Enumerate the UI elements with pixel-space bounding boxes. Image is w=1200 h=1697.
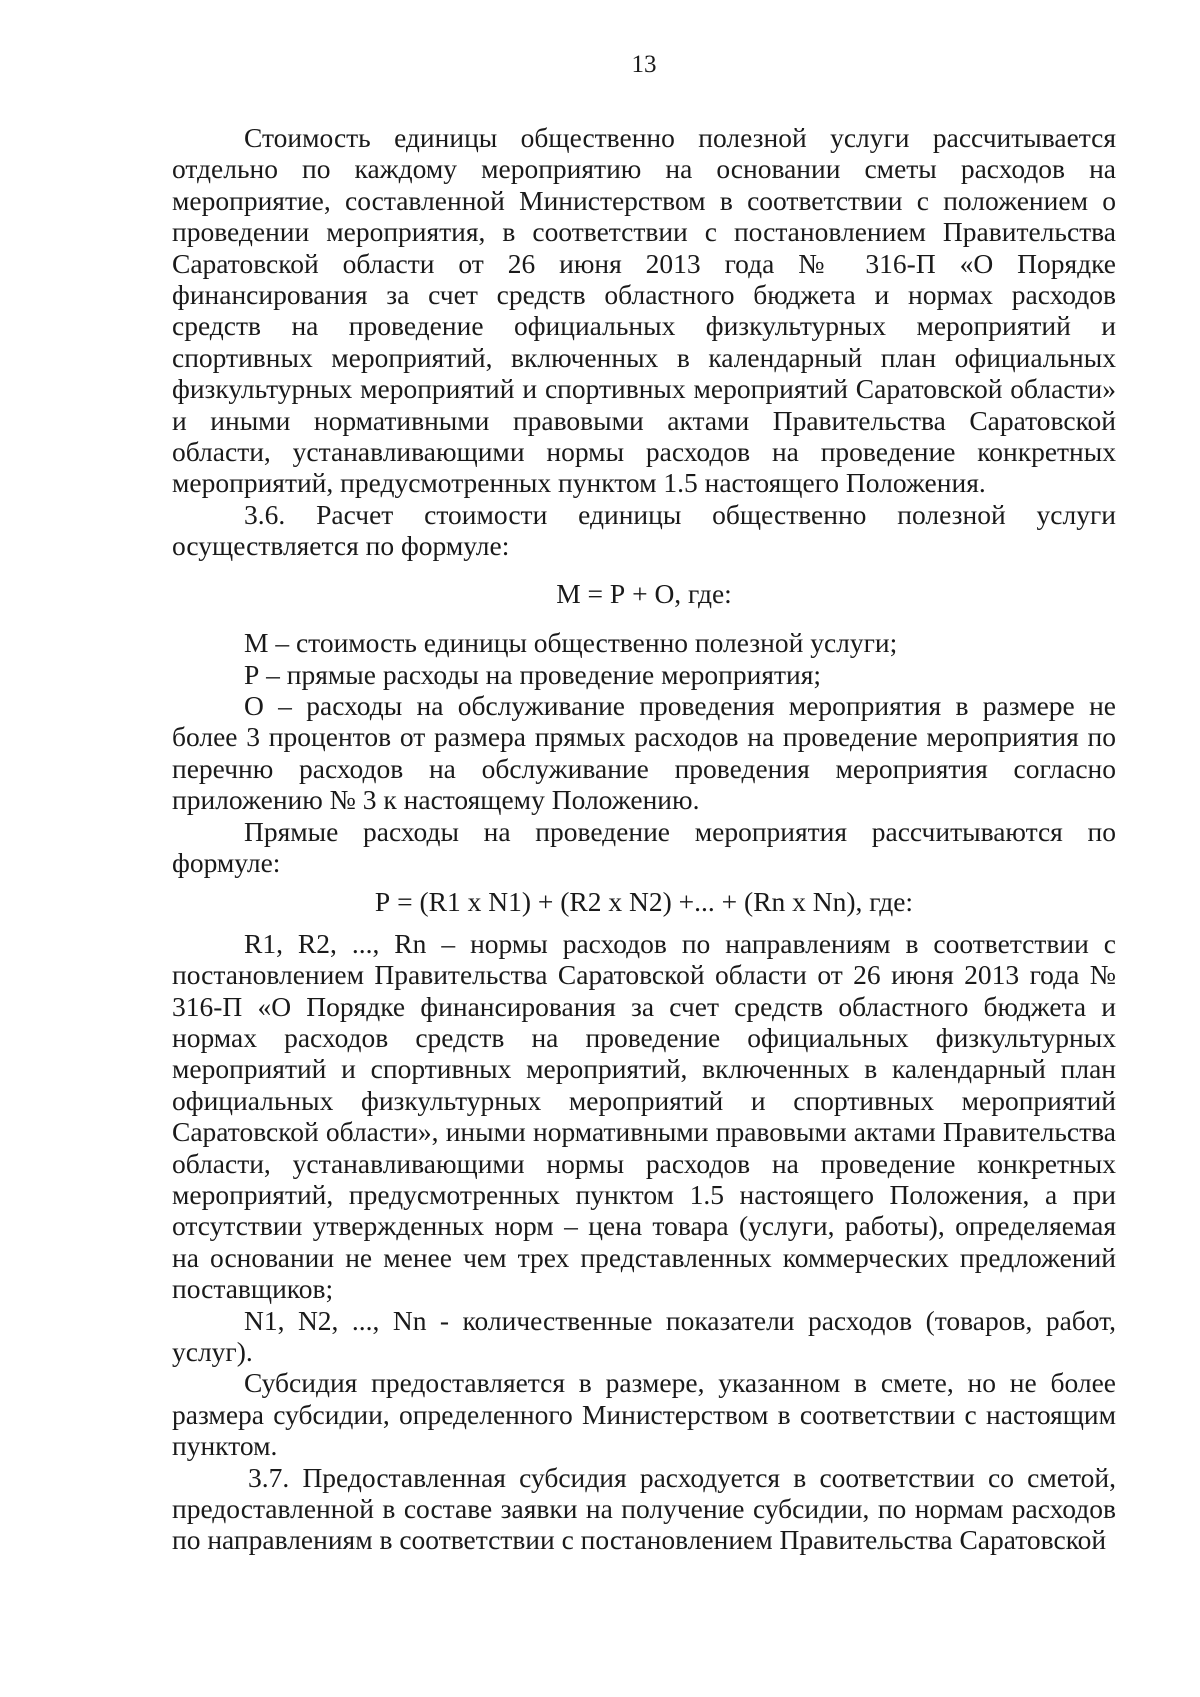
definition-n: N1, N2, ..., Nn - количественные показатели расходов (товаров, работ, услуг).: [172, 1304, 1116, 1368]
paragraph-subsidy-amount: Субсидия предоставляется в размере, указанном в смете, но не более размера субсидии, определенного Министерством в соответствии с настоящим пунктом.: [172, 1367, 1116, 1462]
paragraph-direct-costs: Прямые расходы на проведение мероприятия рассчитываются по формуле:: [172, 815, 1116, 878]
definition-m: М – стоимость единицы общественно полезной услуги;: [244, 627, 898, 659]
paragraph-unit-cost: Стоимость единицы общественно полезной услуги рассчитывается отдельно по каждому мероприятию на основании сметы расходов на мероприятие, составленной Министерством в соответствии с положением о проведении мероприятия, в соответствии с постановлением Правительства Саратовской области от 26 июня 2013 года № 316-П «О Порядке финансирования за счет средств областного бюджета и нормах расходов средств на проведение официальных физкультурных мероприятий и спортивных мероприятий, включенных в календарный план официальных физкультурных мероприятий и спортивных мероприятий Саратовской области» и иными нормативными правовыми актами Правительства Саратовской области, устанавливающими нормы расходов на проведение конкретных мероприятий, предусмотренных пунктом 1.5 настоящего Положения.: [172, 122, 1116, 499]
page-number: 13: [631, 51, 657, 78]
paragraph-3-7: 3.7. Предоставленная субсидия расходуется в соответствии со сметой, предоставленной в составе заявки на получение субсидии, по нормам расходов по направлениям в соответствии с постановлением Правительства Саратовской: [172, 1461, 1116, 1556]
paragraph-3-6: 3.6. Расчет стоимости единицы общественно полезной услуги осуществляется по формуле:: [172, 498, 1116, 562]
definition-o: О – расходы на обслуживание проведения мероприятия в размере не более 3 процентов от размера прямых расходов на проведение мероприятия по перечню расходов на обслуживание проведения мероприятия согласно приложению № 3 к настоящему Положению.: [172, 689, 1116, 816]
formula-p: Р = (R1 x N1) + (R2 x N2) +... + (Rn x Nn), где:: [374, 886, 914, 918]
document-page: [172, 50, 1116, 1556]
formula-m: М = Р + О, где:: [556, 577, 732, 609]
definition-r: R1, R2, ..., Rn – нормы расходов по направлениям в соответствии с постановлением Правительства Саратовской области от 26 июня 2013 года № 316-П «О Порядке финансирования за счет средств областного бюджета и нормах расходов средств на проведение официальных физкультурных мероприятий и спортивных мероприятий, включенных в календарный план официальных физкультурных мероприятий и спортивных мероприятий Саратовской области», иными нормативными правовыми актами Правительства области, устанавливающими нормы расходов на проведение конкретных мероприятий, предусмотренных пунктом 1.5 настоящего Положения, а при отсутствии утвержденных норм – цена товара (услуги, работы), определяемая на основании не менее чем трех представленных коммерческих предложений поставщиков;: [172, 927, 1116, 1305]
definition-p: Р – прямые расходы на проведение мероприятия;: [244, 658, 822, 690]
